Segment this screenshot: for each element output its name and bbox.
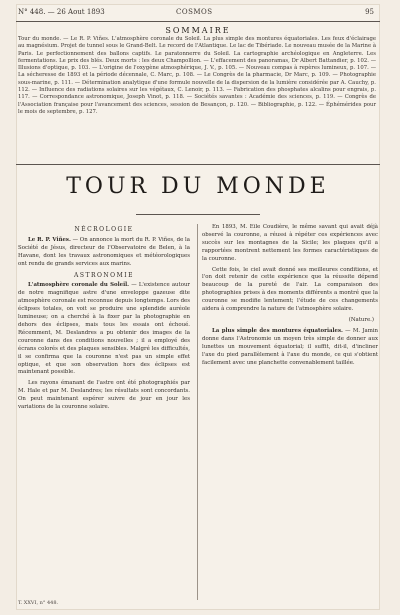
right-column — [202, 224, 378, 370]
column-divider — [197, 224, 198, 600]
page — [16, 4, 380, 610]
page-number: 95 — [365, 8, 374, 16]
astronomie-paragraph-2: Les rayons émanant de l'astre ont été photographiés par M. Hale et par M. Deslandres; les résultats sont concordants. On peut maintenant espérer suivre de jour en jour les variations de la couronne solaire. — [18, 380, 190, 411]
summary — [18, 36, 376, 116]
sommaire-title: SOMMAIRE — [165, 26, 231, 35]
montures-name: La plus simple des montures équatoriales. — [212, 327, 343, 334]
astronomie-text: — L'existence autour de notre magnifique astre d'une enveloppe gazeuse dite atmosphère coronale est reconnue depuis longtemps. Lors des éclipses totales, on voit se produire une splendide auréole lumineuse; on a cherché à la fixer par la photographie en dehors des éclipses, mais tous les essais ont échoué. Récemment, M. Deslandres a pu obtenir des images de la couronne dans des conditions nouvelles ; il a employé des écrans colorés et des plaques sensibles. Malgré les difficultés, il se confirma que la couronne n'est pas un simple effet optique, et que son observation hors des éclipses est maintenant possible. — [18, 282, 190, 376]
necrologie-name: Le R. P. Viñes. — [28, 236, 71, 243]
summary-rule — [16, 164, 380, 165]
montures-text: — M. Jamin donne dans l'Astronomie un moyen très simple de donner aux lunettes un mouvement équatorial; il suffit, dit-il, d'incliner l'axe du pied parallèlement à l'axe du monde, ce qui s'obtient facilement avec une planchette convenablement taillée. — [202, 327, 379, 366]
necrologie-heading: NÉCROLOGIE — [74, 226, 134, 233]
astronomie-heading: ASTRONOMIE — [74, 271, 134, 279]
necrologie-paragraph — [18, 237, 190, 269]
right-paragraph-1: En 1893, M. Eile Coudière, le même savant qui avait déjà observé la couronne, a réussi à répéter ces expériences avec succès sur les montagnes de la Sicile; les plaques qu'il a rapportées montrent nettement les formes caractéristiques de la couronne. — [202, 224, 378, 262]
header-rule — [16, 21, 380, 22]
running-header — [16, 8, 380, 20]
issue-number: N° 448. — 26 Aout 1893 — [18, 8, 105, 16]
source-signature: (Nature.) — [348, 316, 374, 323]
astronomie-paragraph — [18, 282, 190, 377]
title-rule — [136, 214, 260, 215]
astronomie-name: L'atmosphère coronale du Soleil. — [28, 282, 130, 289]
section-title: TOUR DU MONDE — [66, 174, 330, 199]
summary-text: Tour du monde. — Le R. P. Viñes. L'atmosphère coronale du Soleil. La plus simple des montures équatoriales. Les feux d'éclairage au magnésium. Projet de tunnel sous le Grand-Belt. Le record de l'Atlantique. Le lac de Tibériade. Le nouveau musée de la Marine à Paris. Le perfectionnement des ballons captifs. Le paratonnerre du Soleil. La cartographie archéologique en Angleterre. Les fermentations. Le prix des blés. Deux morts : les deux Champollion. — L'effacement des panoramas, Dr Albert Battandier, p. 102. — Illusions d'optique, p. 103. — L'origine de l'oxygène atmosphérique, J. V., p. 105. — Nouveau compas à repères lumineux, p. 107. — La sécheresse de 1893 et la période décennale, C. Marc, p. 108. — Le Congrès de la pharmacie, Dr Marc, p. 109. — Photographie sous-marine, p. 111. — Détermination analytique d'une formule nouvelle de la dispersion de la lumière considérée par A. Cauchy, p. 112. — Influence des radiations solaires sur les végétaux, C. Lenoir, p. 113. — Fabrication des phosphates alcalins pour engrais, p. 117. — Correspondance astronomique, Joseph Vinot, p. 118. — Sociétés savantes : Académie des sciences, p. 119. — Congrès de l'Association française pour l'avancement des sciences, session de Besançon, p. 120. — Bibliographie, p. 122. — Éphémérides pour le mois de septembre, p. 127. — [18, 36, 376, 115]
necrologie-text: — On annonce la mort du R. P. Viñes, de la Société de Jésus, directeur de l'Observatoire de Belen, à la Havane, dont les travaux astronomiques et météorologiques ont rendu de grands services aux marins. — [18, 236, 190, 267]
journal-name: COSMOS — [176, 8, 213, 16]
left-column — [18, 224, 190, 415]
right-paragraph-2: Cette fois, le ciel avait donné ses meilleures conditions, et l'on doit retenir de cette expérience que la réussite dépend beaucoup de la pureté de l'air. La comparaison des photographies prises à des moments différents a montré que la couronne se modifie lentement; l'étude de ces changements aidera à comprendre la nature de l'atmosphère solaire. — [202, 266, 378, 313]
volume-footer: T. XXVI, n° 448. — [18, 600, 59, 606]
montures-paragraph — [202, 328, 378, 368]
